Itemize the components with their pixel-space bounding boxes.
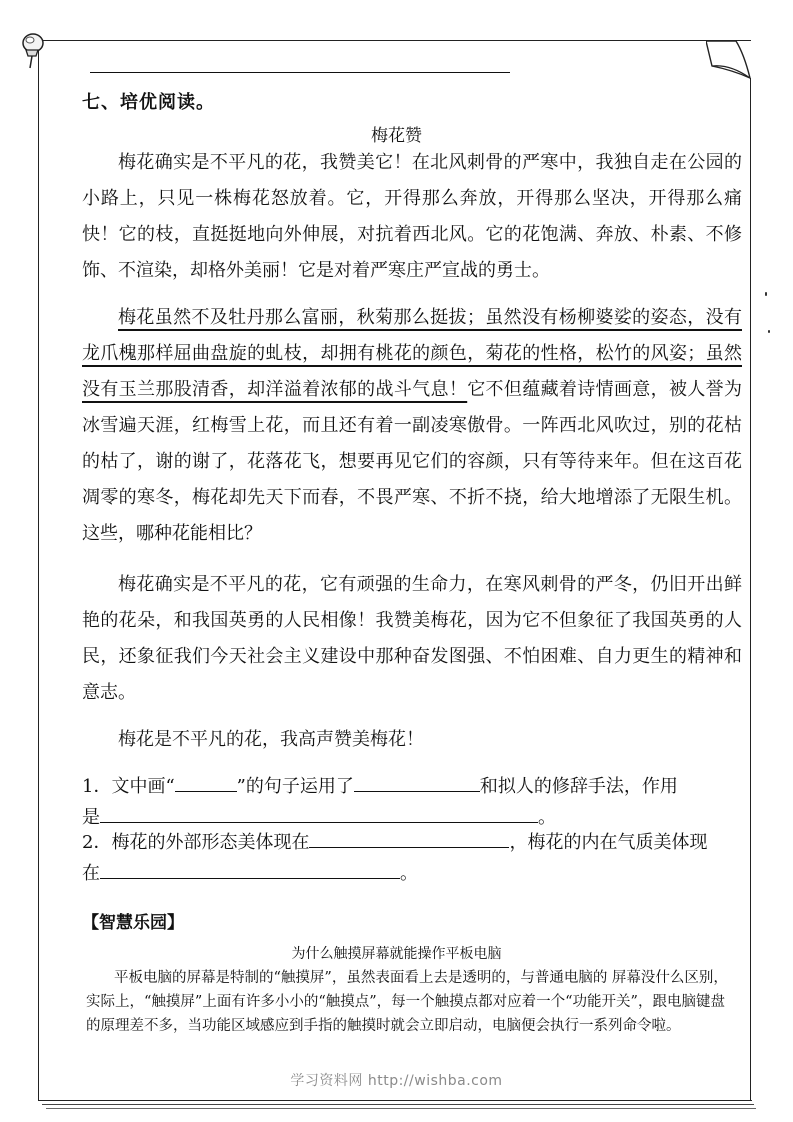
answer-blank[interactable] [354, 771, 480, 792]
header-rule [90, 72, 510, 73]
question-1-end: 。 [538, 807, 556, 828]
question-2-end: 。 [400, 863, 418, 884]
paragraph-1 [82, 145, 742, 289]
wisdom-body [86, 966, 732, 1038]
page-border-bottom [38, 1100, 752, 1101]
paragraph-2-text: 它不但蕴藏着诗情画意，被人誉为冰雪遍天涯，红梅雪上花，而且还有着一副凌寒傲骨。一阵西北风吹过，别的花枯的枯了，谢的谢了，花落花飞，想要再见它们的容颜，只有等待来年。但在这百花凋零的寒冬，梅花却先天下而春，不畏严寒、不折不挠，给大地增添了无限生机。这些，哪种花能相比？ [82, 379, 743, 544]
answer-blank[interactable] [175, 771, 237, 792]
paragraph-3-text: 梅花确实是不平凡的花，它有顽强的生命力，在寒风刺骨的严冬，仍旧开出鲜艳的花朵，和我国英勇的人民相像！我赞美梅花，因为它不但象征了我国英勇的人民，还象征我们今天社会主义建设中那种奋发图强、不怕困难、自力更生的精神和意志。 [82, 574, 742, 703]
question-2 [82, 827, 742, 889]
page-curl-icon [706, 40, 752, 82]
page-stack-line [46, 1108, 756, 1109]
question-1-prefix: 1．文中画“ [82, 776, 175, 797]
wisdom-heading: 【智慧乐园】 [82, 913, 184, 933]
scan-speck [765, 292, 767, 296]
question-1-mid: ”的句子运用了 [236, 776, 354, 797]
question-2-prefix: 2．梅花的外部形态美体现在 [82, 832, 310, 853]
answer-blank[interactable] [100, 858, 400, 879]
watermark: 学习资料网 http://wishba.com [290, 1073, 503, 1089]
paragraph-2 [82, 300, 742, 552]
paragraph-4 [82, 722, 742, 758]
answer-blank[interactable] [100, 802, 538, 823]
question-1 [82, 771, 742, 833]
wisdom-title: 为什么触摸屏幕就能操作平板电脑 [291, 946, 502, 962]
paragraph-3 [82, 567, 742, 711]
pushpin-icon [14, 30, 50, 70]
passage-title: 梅花赞 [371, 126, 422, 146]
answer-blank[interactable] [309, 827, 509, 848]
paragraph-1-text: 梅花确实是不平凡的花，我赞美它！在北风刺骨的严寒中，我独自走在公园的小路上，只见一株梅花怒放着。它，开得那么奔放，开得那么坚决，开得那么痛快！它的枝，直挺挺地向外伸展，对抗着西北风。它的花饱满、奔放、朴素、不修饰、不渲染，却格外美丽！它是对着严寒庄严宣战的勇士。 [82, 152, 742, 281]
scan-speck [768, 330, 770, 333]
question-1-line2: 是 [82, 807, 100, 828]
wisdom-body-text: 平板电脑的屏幕是特制的“触摸屏”，虽然表面看上去是透明的，与普通电脑的 屏幕没什么区别，实际上，“触摸屏”上面有许多小小的“触摸点”，每一个触摸点都对应着一个“功能开关”，跟电脑键盘的原理差不多，当功能区域感应到手指的触摸时就会立即启动，电脑便会执行一系列命令啦。 [86, 970, 728, 1034]
page-stack-line [42, 1104, 754, 1105]
section-heading: 七、培优阅读。 [82, 92, 215, 113]
paragraph-4-text: 梅花是不平凡的花，我高声赞美梅花！ [118, 729, 424, 750]
question-2-line2: 在 [82, 863, 100, 884]
question-1-tail: 和拟人的修辞手法，作用 [479, 776, 678, 797]
question-2-mid: ，梅花的内在气质美体现 [509, 832, 708, 853]
underlined-sentence: 梅花虽然不及牡丹那么富丽，秋菊那么挺拔；虽然没有杨柳婆娑的姿态，没有龙爪槐那样屈曲盘旋的虬枝，却拥有桃花的颜色，菊花的性格，松竹的风姿；虽然没有玉兰那股清香，却洋溢着浓郁的战斗气息！ [82, 307, 742, 400]
